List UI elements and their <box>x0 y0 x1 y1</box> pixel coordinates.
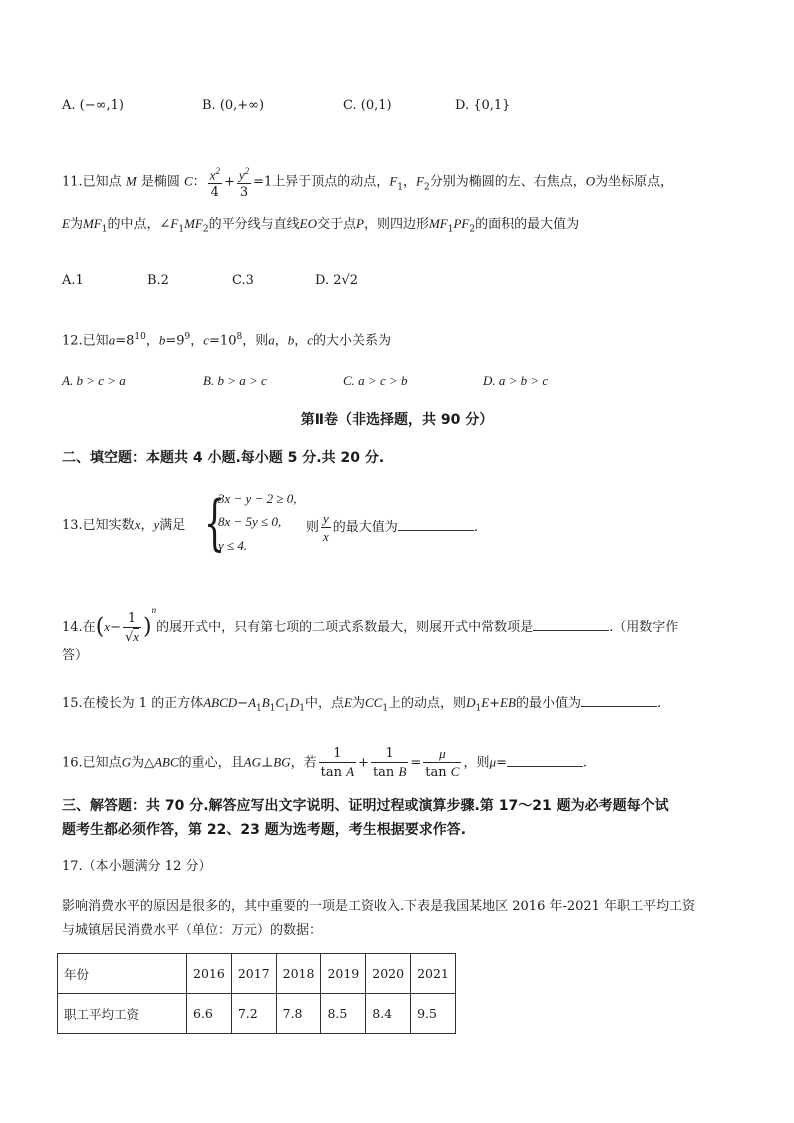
q12-option-c: C. a > c > b <box>343 373 408 388</box>
row-label-year: 年份 <box>58 954 187 994</box>
q17-text-line1: 影响消费水平的原因是很多的，其中重要的一项是工资收入.下表是我国某地区 2016 年-2021 年职工平均工资 <box>62 899 696 914</box>
q11-line2: E为$MF_1$的中点，$\angle F_1MF_2$的平分线与直线EO交于点P，则四边形$MF_1PF_2$的面积的最大值为 <box>62 216 580 235</box>
row-label-wage: 职工平均工资 <box>58 994 187 1034</box>
q13-condition-1: 3x − y − 2 ≥ 0, <box>218 491 297 506</box>
q17-data-table <box>57 953 456 1034</box>
q10-option-d: D. {0,1} <box>455 98 511 113</box>
q12-option-d: D. a > b > c <box>483 373 549 388</box>
q12-stem: 12.已知$a=8^{10}$，$b=9^9$，$c=10^8$，则a，b，c的大小关系为 <box>62 332 392 349</box>
q12-option-a: A. b > c > a <box>62 373 126 388</box>
table-cell: 8.4 <box>366 994 411 1034</box>
section3-header-line2: 题考生都必须作答，第 22、23 题为选考题，考生根据要求作答. <box>62 822 467 838</box>
section3-header-line1: 三、解答题：共 70 分.解答应写出文字说明、证明过程或演算步骤.第 17～21 题为必考题每个试 <box>62 798 669 814</box>
exam-page: A. (−∞,1) B. (0,+∞) C. (0,1) D. {0,1} 11.已知点 M 是椭圆 C： $\frac{x^2}{4}$ + $\frac{y^2}{3}$ =1上异于顶点的动点，$F_1$，$F_2$分别为椭圆的左、右焦点，O为坐标原点， E为$MF_1$的中点，$\angle F_1MF_2$的平分线与直线EO交于点P，则四边形$MF_1PF_2$的面积的最大值为 A.1 B.2 C.3 D. 2√2 12.已知$a=8^{10}$，$b=9^9$，$c=10^8$，则a，b，c的大小关系为 A. b > c > a B. b > a > c C. a > c > b D. a > b > c 第Ⅱ卷（非选择题，共 90 分） 二、填空题：本题共 4 小题.每小题 5 分.共 20 分. 13.已知实数x，y满足 { 3x − y − 2 ≥ 0, 8x − 5y ≤ 0, y ≤ 4. 则 $\frac{y}{x}$ 的最大值为 . 14.在(x− $\frac{1}{√x}$ )$^n$的展开式中，只有第七项的二项式系数最大，则展开式中常数项是 .（用数字作 答） 15.在棱长为 1 的正方体$ABCD-A_1B_1C_1D_1$中，点E为$CC_1$上的动点，则$D_1E+EB$的最小值为 . 16.已知点G为△ABC的重心，且AG⊥BG，若 $\frac{1}{\text{tan A}}$ + $\frac{1}{\text{tan B}}$ = $\frac{\mu}{\text{tan C}}$ ，则μ= . 三、解答题：共 70 分.解答应写出文字说明、证明过程或演算步骤.第 17～21 题为必考题每个试 题考生都必须作答，第 22、23 题为选考题，考生根据要求作答. 17.（本小题满分 12 分） 影响消费水平的原因是很多的，其中重要的一项是工资收入.下表是我国某地区 2016 年-2021 年职工平均工资 与城镇居民消费水平（单位：万元）的数据： 年份 2016 2017 2018 2019 2020 2021 职工平均工资 6.6 7.2 7.8 8.5 8.4 9.5 <box>0 0 794 1123</box>
table-row-wages <box>58 994 456 1034</box>
q16-stem: 16.已知点G为△ABC的重心，且AG⊥BG，若 $\frac{1}{\text{tan A}}$ + $\frac{1}{\text{tan B}}$ = $\frac{\mu}{\text{tan C}}$ ，则μ= . <box>62 746 588 780</box>
q17-text-line2: 与城镇居民消费水平（单位：万元）的数据： <box>62 923 323 938</box>
section2-header: 二、填空题：本题共 4 小题.每小题 5 分.共 20 分. <box>62 450 385 466</box>
q11-line1: 11.已知点 M 是椭圆 C： $\frac{x^2}{4}$ + $\frac{y^2}{3}$ =1上异于顶点的动点，$F_1$，$F_2$分别为椭圆的左、右焦点，O为坐标原点， <box>62 163 673 201</box>
table-cell: 2020 <box>366 954 411 994</box>
table-cell: 2021 <box>411 954 456 994</box>
section2-title: 第Ⅱ卷（非选择题，共 90 分） <box>300 412 494 428</box>
q13-condition-3: y ≤ 4. <box>218 538 248 553</box>
q13-condition-2: 8x − 5y ≤ 0, <box>218 514 282 529</box>
q15-answer-blank[interactable] <box>581 692 657 707</box>
q14-line1: 14.在(x− $\frac{1}{√x}$ )$^n$的展开式中，只有第七项的二项式系数最大，则展开式中常数项是 .（用数字作 <box>62 605 679 645</box>
q10-option-a: A. (−∞,1) <box>62 98 124 113</box>
q11-option-a: A.1 <box>62 273 84 288</box>
q17-title: 17.（本小题满分 12 分） <box>62 859 212 874</box>
q11-option-b: B.2 <box>147 273 169 288</box>
q15-stem: 15.在棱长为 1 的正方体$ABCD-A_1B_1C_1D_1$中，点E为$CC_1$上的动点，则$D_1E+EB$的最小值为 . <box>62 692 661 719</box>
q11-option-d: D. 2√2 <box>315 273 359 288</box>
q13-answer-blank[interactable] <box>398 516 474 531</box>
table-cell: 2016 <box>187 954 232 994</box>
table-cell: 6.6 <box>187 994 232 1034</box>
q10-option-b: B. (0,+∞) <box>202 98 265 113</box>
q14-answer-blank[interactable] <box>533 616 609 631</box>
table-cell: 2017 <box>231 954 276 994</box>
table-cell: 7.8 <box>276 994 321 1034</box>
q11-option-c: C.3 <box>232 273 254 288</box>
q14-line2: 答） <box>62 648 89 663</box>
q12-option-b: B. b > a > c <box>203 373 267 388</box>
table-cell: 8.5 <box>321 994 366 1034</box>
table-cell: 2019 <box>321 954 366 994</box>
q13-stem: 13.已知实数x，y满足 <box>62 517 186 533</box>
q10-option-c: C. (0,1) <box>343 98 392 113</box>
table-cell: 9.5 <box>411 994 456 1034</box>
table-cell: 7.2 <box>231 994 276 1034</box>
q16-answer-blank[interactable] <box>507 752 583 767</box>
q13-objective: 则 $\frac{y}{x}$ 的最大值为 . <box>306 511 478 544</box>
table-cell: 2018 <box>276 954 321 994</box>
table-row-years <box>58 954 456 994</box>
